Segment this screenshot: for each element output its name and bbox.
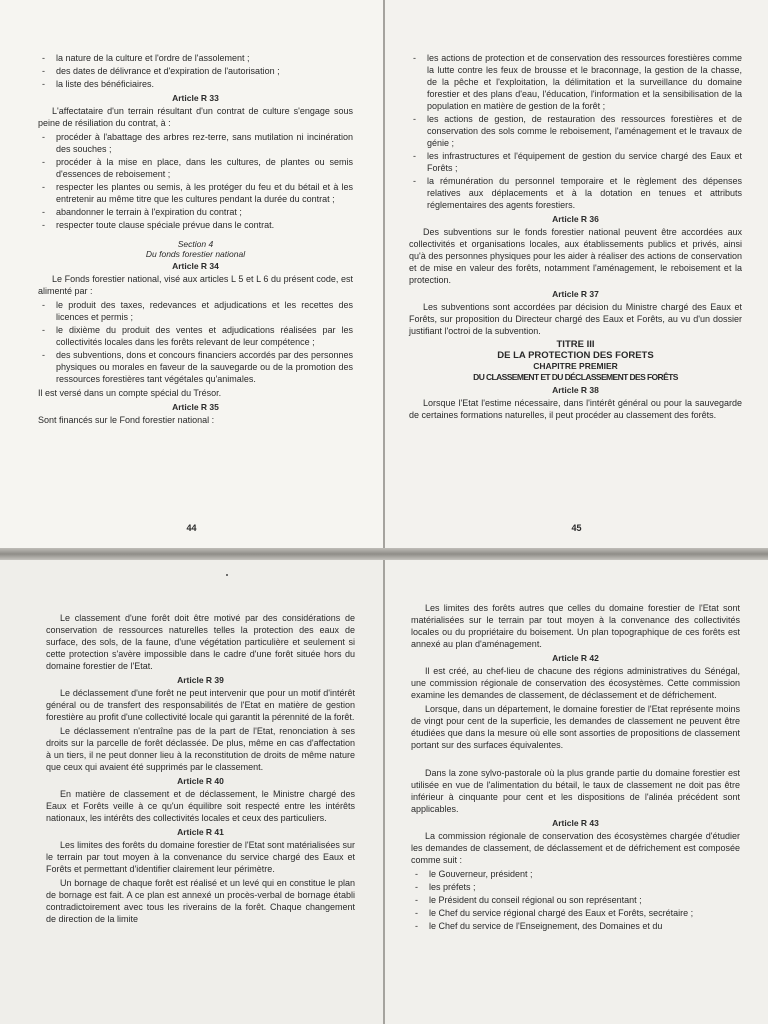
list-item: - le Président du conseil régional ou son représentant ; [411,894,740,906]
article-heading: Article R 35 [172,402,219,412]
list-obligations [38,131,353,231]
paragraph: Des subventions sur le fonds forestier national peuvent être accordées aux collectivités et organisations locales, aux établissements publics et privés, ainsi qu'à des personnes physiques pour les aider à réaliser des actions de conservation et de mise en valeur des forêts, notamment l'aménagement, le reboisement et la protection. [409,227,742,285]
paragraph: Le Fonds forestier national, visé aux articles L 5 et L 6 du présent code, est alimenté par : [38,274,353,296]
list-item: - les infrastructures et l'équipement de gestion du service chargé des Eaux et Forêts ; [409,150,742,174]
paragraph: Les limites des forêts du domaine forestier de l'Etat sont matérialisées sur le terrain par tout moyen à la convenance du service chargé des Eaux et Forêts et permettant d'identifier clairement leur périmètre. [46,840,355,874]
chapter-number: CHAPITRE PREMIER [533,361,618,371]
list-item: - procéder à la mise en place, dans les cultures, de plantes ou semis d'essences de reboisement ; [38,156,353,180]
list-item: - le produit des taxes, redevances et adjudications et les recettes des licences et permis ; [38,299,353,323]
article-heading: Article R 42 [552,653,599,663]
list-item: - la liste des bénéficiaires. [38,78,353,90]
paragraph: Il est créé, au chef-lieu de chacune des régions administratives du Sénégal, une commission régionale de conservation des écosystèmes. Cette commission examine les demandes de classement, de déclassement et de défrichement. [411,666,740,700]
paragraph: Le déclassement n'entraîne pas de la part de l'Etat, renonciation à ses droits sur la parcelle de forêt déclassée. De plus, même en cas d'affectation à un tiers, il ne peut donner lieu à la reconstitution de droits de même nature que ceux qui avaient été supprimés par le classement. [46,726,355,772]
paragraph: Les subventions sont accordées par décision du Ministre chargé des Eaux et Forêts, sur proposition du Directeur chargé des Eaux et Forêts, au vu d'un dossier justifiant l'octroi de la subvention. [409,302,742,336]
list-item: - le Gouverneur, président ; [411,868,740,880]
list-item: - abandonner le terrain à l'expiration du contrat ; [38,206,353,218]
paragraph: La commission régionale de conservation des écosystèmes chargée d'étudier les demandes de classement, de déclassement et de défrichement est composée comme suit : [411,831,740,865]
paragraph: En matière de classement et de déclassement, le Ministre chargé des Eaux et Forêts veille à ce qu'un équilibre soit respecté entre les intérêts nationaux, les intérêts des collectivités locales et ceux des particuliers. [46,789,355,823]
article-heading: Article R 34 [172,261,219,271]
list-item: - des dates de délivrance et d'expiration de l'autorisation ; [38,65,353,77]
page-number: 45 [571,523,582,533]
paragraph: Un bornage de chaque forêt est réalisé et un levé qui en constitue le plan de bornage est fait. A ce plan est annexé un procès-verbal de bornage établi contradictoirement avec tous les riverains de la forêt. Chaque changement de direction de la limite [46,878,355,924]
article-heading: Article R 38 [552,385,599,395]
section-title: Du fonds forestier national [145,249,246,259]
chapter-name: DU CLASSEMENT ET DU DÉCLASSEMENT DES FORÊTS [473,372,678,382]
paragraph: Lorsque l'Etat l'estime nécessaire, dans l'intérêt général ou pour la sauvegarde de certaines formations naturelles, il peut procéder au classement des forêts. [409,398,742,420]
article-heading: Article R 40 [177,776,224,786]
list-item: - la nature de la culture et l'ordre de l'assolement ; [38,52,353,64]
article-heading: Article R 33 [172,93,219,103]
page-45 [385,0,768,548]
article-heading: Article R 43 [552,818,599,828]
paragraph: Il est versé dans un compte spécial du Trésor. [38,388,222,398]
list-item: - la rémunération du personnel temporaire et le règlement des dépenses relatives aux déplacements et à la dotation en tenues et attributs réglementaires des agents forestiers. [409,175,742,211]
list-item: - le Chef du service régional chargé des Eaux et Forêts, secrétaire ; [411,907,740,919]
list-item: - le Chef du service de l'Enseignement, des Domaines et du [411,920,740,932]
photo-seam [0,548,768,560]
article-heading: Article R 36 [552,214,599,224]
list-item: - les préfets ; [411,881,740,893]
article-heading: Article R 41 [177,827,224,837]
paragraph: Le classement d'une forêt doit être motivé par des considérations de conservation de ressources naturelles telles la protection des eaux de surface, des sols, de la faune, d'une végétation particulière et seulement si cette protection s'avère impossible dans le cadre d'une forêt située hors du domaine forestier de l'Etat. [46,613,355,671]
list-fund-sources [38,299,353,385]
list-item: - des subventions, dons et concours financiers accordés par des personnes physiques ou morales en faveur de la sauvegarde ou de la promotion des ressources forestières tant végétales qu'animales. [38,349,353,385]
paragraph: Dans la zone sylvo-pastorale où la plus grande partie du domaine forestier est utilisée en vue de l'alimentation du bétail, le taux de classement ne doit pas être inférieur à cinquante pour cent et les dispositions de l'alinéa précédent sont applicables. [411,768,740,814]
paragraph: Les limites des forêts autres que celles du domaine forestier de l'Etat sont matérialisées sur le terrain par tout moyen à la convenance des collectivités locales ou du propriétaire du boisement. Un plan topographique de ces forêts est annexé au plan d'aménagement. [411,603,740,649]
paragraph: L'affectataire d'un terrain résultant d'un contrat de culture s'engage sous peine de résiliation du contrat, à : [38,106,353,128]
title-name: DE LA PROTECTION DES FORETS [497,350,654,361]
article-heading: Article R 39 [177,675,224,685]
page-46 [0,560,383,1024]
paragraph: Sont financés sur le Fond forestier national : [38,415,215,425]
paragraph: Lorsque, dans un département, le domaine forestier de l'Etat représente moins de vingt pour cent de la superficie, les demandes de classement ne peuvent être étudiées que dans la mesure où elle sont assorties de propositions de classement portant sur des surfaces équivalentes. [411,704,740,750]
page-speck [226,574,228,576]
paragraph: Le déclassement d'une forêt ne peut intervenir que pour un motif d'intérêt général ou de transfert des responsabilités de l'Etat en matière de gestion forestière au profit d'une collectivité locale qui garantit la pérennité de la forêt. [46,688,355,722]
list-item: - le dixième du produit des ventes et adjudications réalisées par les collectivités locales dans les forêts relevant de leur compétence ; [38,324,353,348]
list-item: - respecter les plantes ou semis, à les protéger du feu et du bétail et à les entretenir au même titre que les cultures pendant la durée du contrat ; [38,181,353,205]
article-heading: Article R 37 [552,289,599,299]
page-47 [385,560,768,1024]
list-commission-members [411,868,740,932]
list-contract-details [38,52,353,90]
list-item: - les actions de gestion, de restauration des ressources forestières et de conservation des sols comme le reboisement, l'aménagement et le travaux de génie ; [409,113,742,149]
page-44 [0,0,383,548]
list-item: - les actions de protection et de conservation des ressources forestières comme la lutte contre les feux de brousse et le braconnage, la gestion de la chasse, de la pêche et l'exploitation, la délimitation et la surveillance du domaine forestier et des plans d'eau, l'éducation, l'information et la sensibilisation de la population en matière de gestion de la forêt ; [409,52,742,112]
list-financed-actions [409,52,742,211]
list-item: - procéder à l'abattage des arbres rez-terre, sans mutilation ni incinération des souches ; [38,131,353,155]
title-number: TITRE III [556,339,595,350]
section-number: Section 4 [177,239,214,249]
page-number: 44 [186,523,197,533]
list-item: - respecter toute clause spéciale prévue dans le contrat. [38,219,353,231]
